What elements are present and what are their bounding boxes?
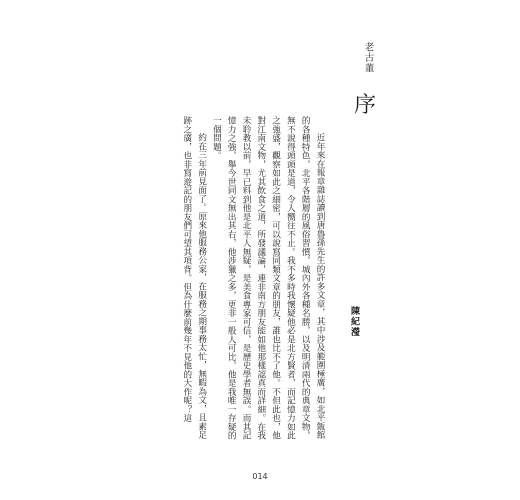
book-title: 老古董 xyxy=(362,42,374,74)
section-title: 序 xyxy=(353,93,376,118)
paragraph: 約在三年前見面了。原來他服務公家，在服務之期事務太忙，無暇為文，且素足跡之廣，也非寫遊記的朋友們可望其項背。但為什麼前幾年不見他的大作呢？這 xyxy=(181,116,207,440)
author-name: 陳紀瀅 xyxy=(349,306,359,338)
paragraph: 近年來在報章雜誌讀到唐魯孫先生的許多文章，其中涉及範圍極廣，如北平飯館的各種特色，北平各階層的風俗習慣，城內外各種名勝，以及明清兩代的典章文物，無不說得頭頭是道，令人嚮往不止。我不多時我懷疑他必是北方賢者，而記憶力如此之強盛，觀察如此之細密，可以說寫同類文章的朋友，誰也比不了他。不但此也，他對江南文物，尤其飲食之道，所發議論，連非南方朋友能如他那樣認真而詳細。在我未聆教以前，早已料到他是北平人無疑，是美食專家可信，是歷史學者無誤。而其記憶力之強，舉今世同文無出其右，他涉獵之多，更非一般人可比，他是我唯一存疑的一個問題。 xyxy=(211,116,325,440)
preface-body xyxy=(179,116,327,446)
page-number: 014 xyxy=(252,472,268,481)
